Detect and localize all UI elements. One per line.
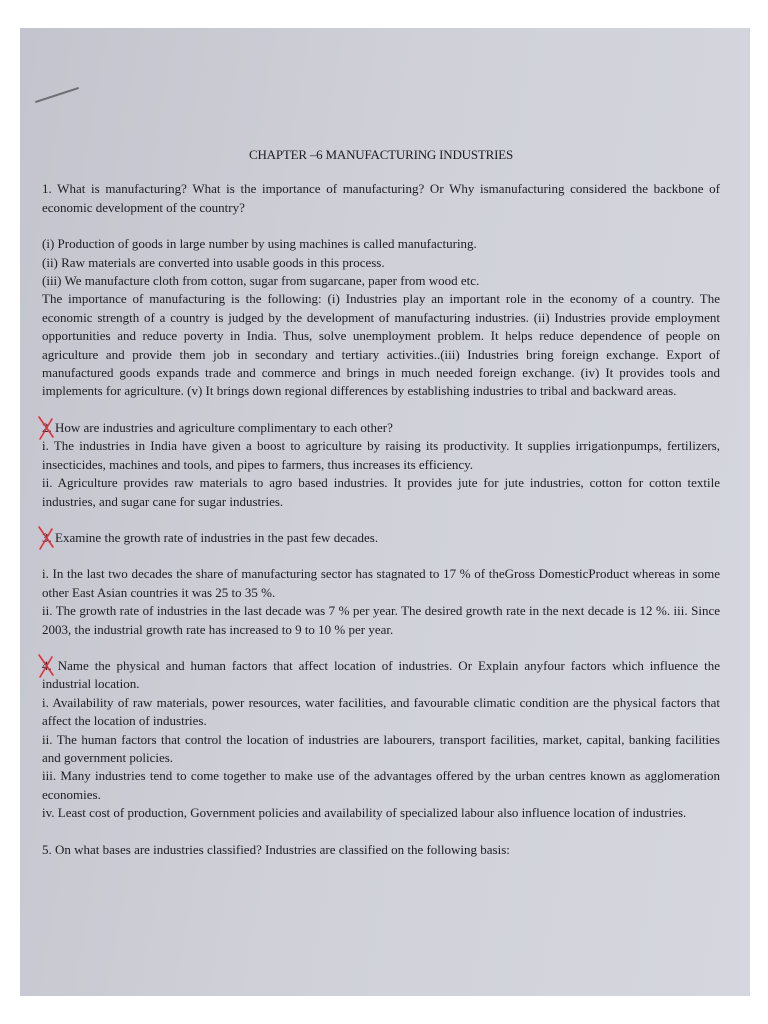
question-2-block [42,419,720,511]
question-5-text: 5. On what bases are industries classified? Industries are classified on the following basis: [42,841,510,857]
answer-point: (iii) We manufacture cloth from cotton, sugar from sugarcane, paper from wood etc. [42,273,480,289]
question-4-text: 4. Name the physical and human factors that affect location of industries. Or Explain anyfour factors which influence the industrial location. [42,657,720,694]
answer-point: ii. The growth rate of industries in the last decade was 7 % per year. The desired growth rate in the next decade is 12 %. iii. Since 2003, the industrial growth rate has increased to 9 to 10 % per year. [42,603,720,637]
answer-point: iv. Least cost of production, Government policies and availability of specialized labour also influence location of industries. [42,805,687,821]
importance-paragraph: The importance of manufacturing is the following: (i) Industries play an important role in the economy of a country. The economic strength of a country is judged by the development of manufacturing industries. (ii) Industries provide employment opportunities and reduce poverty in India. Thus, solve unemployment problem. It helps reduce dependence of people on agriculture and provide them job in secondary and tertiary activities..(iii) Industries bring foreign exchange. Export of manufactured goods expands trade and commerce and brings in much needed foreign exchange. (iv) It provides tools and implements for agriculture. (v) It brings down regional differences by establishing industries to tribal and backward areas. [42,291,720,399]
question-1-text: 1. What is manufacturing? What is the importance of manufacturing? Or Why ismanufacturing considered the backbone of economic development of the country? [42,181,720,215]
chapter-title: CHAPTER –6 MANUFACTURING INDUSTRIES [249,147,513,162]
question-4-block [42,657,720,823]
question-2-text: 2. How are industries and agriculture complimentary to each other? [42,419,720,437]
question-1-answer [42,235,720,401]
question-number: 2. [42,419,52,437]
question-5-block [42,841,720,859]
question-3-block [42,529,720,639]
pencil-mark [35,87,79,103]
answer-point: ii. Agriculture provides raw materials to agro based industries. It provides jute for jute industries, cotton for cotton textile industries, and sugar cane for sugar industries. [42,475,720,509]
document-page [20,28,750,996]
answer-point: (ii) Raw materials are converted into usable goods in this process. [42,254,385,270]
answer-point: ii. The human factors that control the location of industries are labourers, transport facilities, market, capital, banking facilities and government policies. [42,731,720,765]
document-content [42,146,720,877]
answer-point: i. In the last two decades the share of manufacturing sector has stagnated to 17 % of theGross DomesticProduct whereas in some other East Asian countries it was 25 to 35 %. [42,566,720,600]
question-number: 4. [42,657,52,675]
question-3-text: 3. Examine the growth rate of industries in the past few decades. [42,529,720,547]
answer-point: i. The industries in India have given a boost to agriculture by raising its productivity. It supplies irrigationpumps, fertilizers, insecticides, machines and tools, and pipes to farmers, thus increases its efficiency. [42,438,720,472]
question-1-block [42,180,720,400]
answer-point: iii. Many industries tend to come together to make use of the advantages offered by the urban centres known as agglomeration economies. [42,768,720,802]
question-number: 3. [42,529,52,547]
answer-point: (i) Production of goods in large number by using machines is called manufacturing. [42,236,477,252]
answer-point: i. Availability of raw materials, power resources, water facilities, and favourable climatic condition are the physical factors that affect the location of industries. [42,694,720,729]
